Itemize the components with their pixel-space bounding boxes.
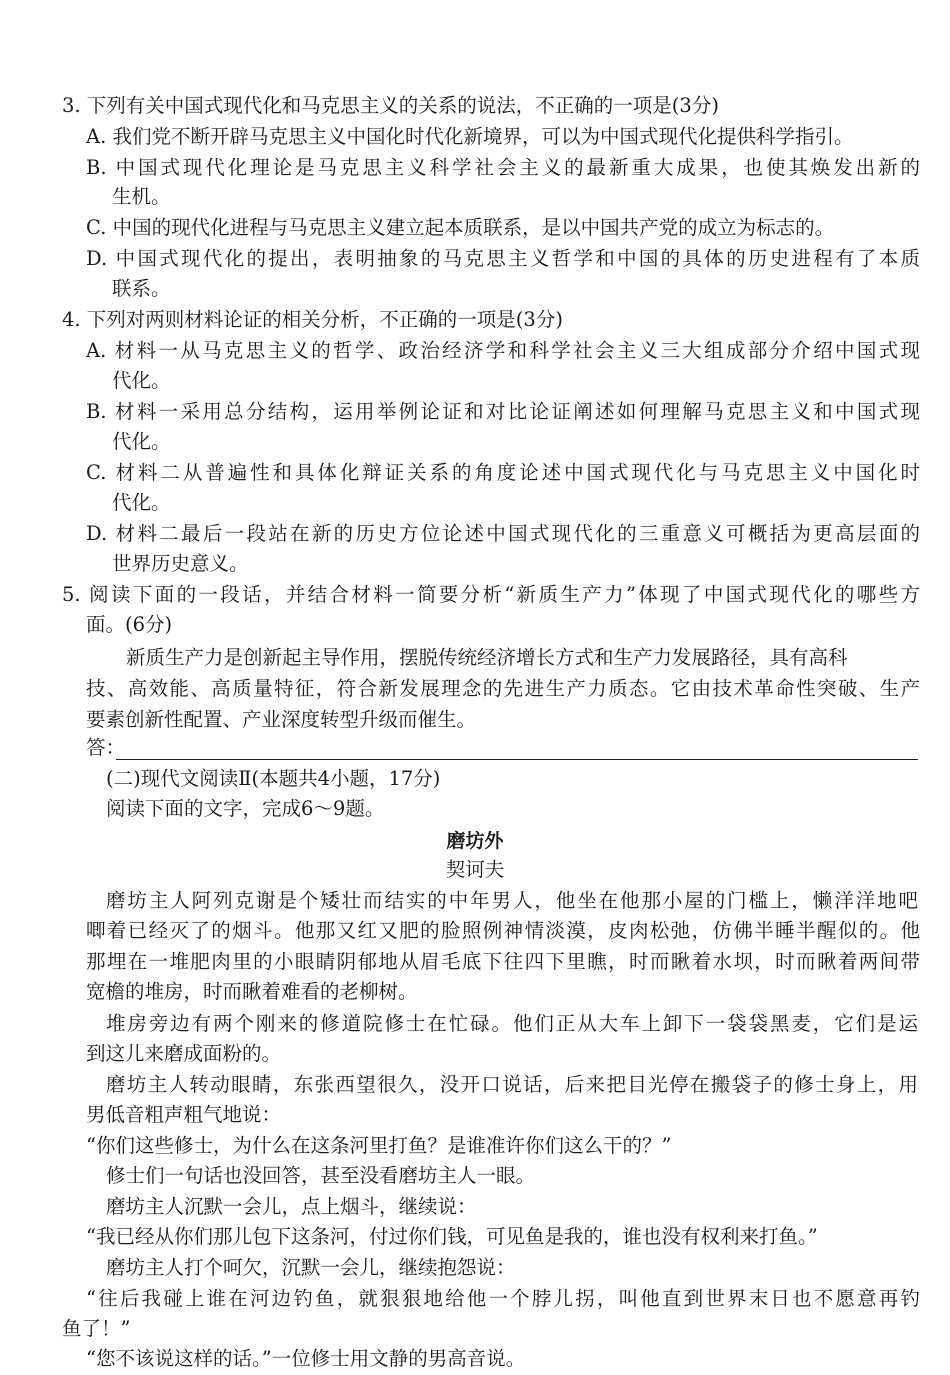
- story-line: 那埋在一堆肥肉里的小眼睛阴郁地从眉毛底下往四下里瞧，时而瞅着水坝，时而瞅着两间带: [86, 950, 920, 973]
- story-line: 男低音粗声粗气地说：: [86, 1103, 282, 1126]
- q4-option-a-line2: 代化。: [112, 369, 171, 392]
- q4-option-c-line1: C. 材料二从普遍性和具体化辩证关系的角度论述中国式现代化与马克思主义中国化时: [86, 461, 920, 484]
- story-line: 磨坊主人转动眼睛，东张西望很久，没开口说话，后来把目光停在搬袋子的修士身上，用: [106, 1073, 918, 1096]
- q3-option-a: A. 我们党不断开辟马克思主义中国化时代化新境界，可以为中国式现代化提供科学指引。: [86, 125, 854, 148]
- story-line: 修士们一句话也没回答，甚至没看磨坊主人一眼。: [106, 1164, 536, 1187]
- story-line: 磨坊主人沉默一会儿，点上烟斗，继续说：: [106, 1195, 477, 1218]
- story-line: “往后我碰上谁在河边钓鱼，就狠狠地给他一个脖儿拐，叫他直到世界末日也不愿意再钓: [86, 1287, 920, 1310]
- q5-quote-line3: 要素创新性配置、产业深度转型升级而催生。: [86, 708, 477, 731]
- q3-option-b-line1: B. 中国式现代化理论是马克思主义科学社会主义的最新重大成果，也使其焕发出新的: [86, 156, 920, 179]
- q3-option-c: C. 中国的现代化进程与马克思主义建立起本质联系，是以中国共产党的成立为标志的。: [86, 216, 835, 239]
- section2-heading: (二)现代文阅读Ⅱ(本题共4小题，17分): [106, 767, 441, 790]
- story-line: 磨坊主人打个呵欠，沉默一会儿，继续抱怨说：: [106, 1256, 516, 1279]
- story-line: 到这儿来磨成面粉的。: [86, 1042, 282, 1065]
- q5-quote-line1: 新质生产力是创新起主导作用，摆脱传统经济增长方式和生产力发展路径，具有高科: [126, 646, 848, 669]
- story-author: 契诃夫: [445, 858, 505, 881]
- q5-answer-label: 答：: [86, 736, 126, 759]
- q5-quote-line2: 技、高效能、高质量特征，符合新发展理念的先进生产力质态。它由技术革命性突破、生产: [86, 677, 920, 700]
- q3-option-d-line2: 联系。: [112, 277, 171, 300]
- story-title: 磨坊外: [446, 830, 504, 852]
- answer-line: [116, 759, 918, 760]
- story-line: 宽檐的堆房，时而瞅着难看的老柳树。: [86, 980, 418, 1003]
- story-line: “我已经从你们那儿包下这条河，付过你们钱，可见鱼是我的，谁也没有权利来打鱼。”: [86, 1225, 818, 1248]
- q4-option-d-line2: 世界历史意义。: [112, 552, 249, 575]
- story-line: 唧着已经灭了的烟斗。他那又红又肥的脸照例神情淡漠，皮肉松弛，仿佛半睡半醒似的。他: [86, 919, 920, 942]
- q4-stem: 4. 下列对两则材料论证的相关分析，不正确的一项是(3分): [62, 308, 563, 331]
- q4-option-a-line1: A. 材料一从马克思主义的哲学、政治经济学和科学社会主义三大组成部分介绍中国式现: [86, 339, 920, 362]
- q4-option-d-line1: D. 材料二最后一段站在新的历史方位论述中国式现代化的三重意义可概括为更高层面的: [86, 522, 920, 545]
- q3-option-b-line2: 生机。: [112, 185, 171, 208]
- story-line: 磨坊主人阿列克谢是个矮壮而结实的中年男人，他坐在他那小屋的门槛上，懒洋洋地吧: [106, 889, 918, 912]
- q4-option-b-line1: B. 材料一采用总分结构，运用举例论证和对比论证阐述如何理解马克思主义和中国式现: [86, 400, 920, 423]
- section2-instruction: 阅读下面的文字，完成6～9题。: [106, 797, 385, 820]
- q5-stem-line2: 面。(6分): [86, 613, 173, 636]
- story-line: “你们这些修士，为什么在这条河里打鱼？是谁准许你们这么干的？”: [86, 1134, 672, 1157]
- q3-option-d-line1: D. 中国式现代化的提出，表明抽象的马克思主义哲学和中国的具体的历史进程有了本质: [86, 247, 920, 270]
- q5-answer-area[interactable]: [86, 733, 918, 763]
- q5-stem-line1: 5. 阅读下面的一段话，并结合材料一简要分析“新质生产力”体现了中国式现代化的哪些方: [62, 583, 920, 606]
- story-line: 堆房旁边有两个刚来的修道院修士在忙碌。他们正从大车上卸下一袋袋黑麦，它们是运: [106, 1012, 918, 1035]
- q3-stem: 3. 下列有关中国式现代化和马克思主义的关系的说法，不正确的一项是(3分): [62, 94, 719, 117]
- q4-option-b-line2: 代化。: [112, 430, 171, 453]
- story-line: “您不该说这样的话。”一位修士用文静的男高音说。: [86, 1347, 526, 1370]
- story-line: 鱼了！”: [62, 1317, 131, 1340]
- q4-option-c-line2: 代化。: [112, 491, 171, 514]
